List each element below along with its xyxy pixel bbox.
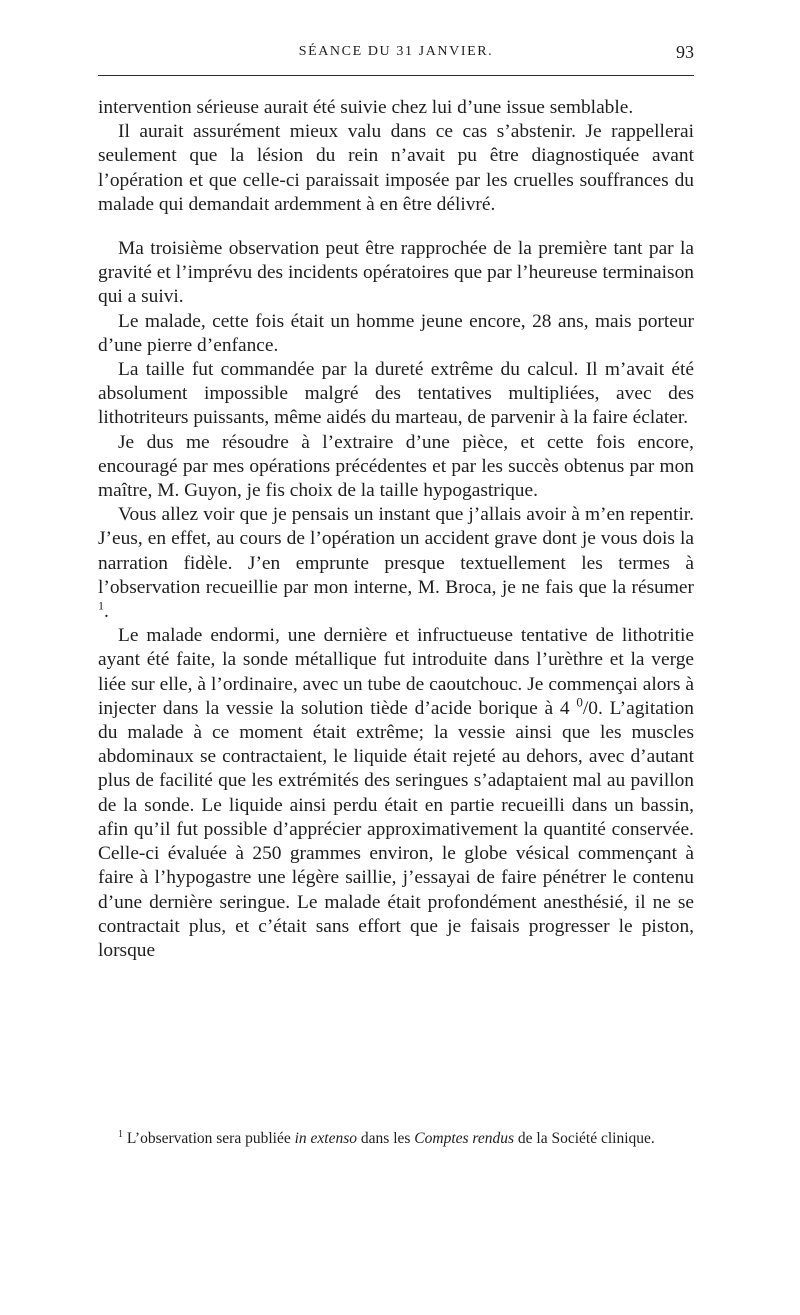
running-head — [98, 44, 694, 68]
footnote-text: dans les — [357, 1130, 415, 1147]
footnote-italic: Comptes rendus — [414, 1130, 515, 1147]
paragraph: Le malade, cette fois était un homme jeune encore, 28 ans, mais porteur d’une pierre d’enfance. — [98, 310, 694, 356]
running-title: SÉANCE DU 31 JANVIER. — [298, 44, 494, 59]
footnote-italic: in extenso — [294, 1130, 358, 1147]
footnote-mark: 1 — [118, 1128, 123, 1140]
paragraph: Il aurait assurément mieux valu dans ce cas s’abstenir. Je rappellerai seulement que la lésion du rein n’avait pu être diagnostiquée avant l’opération et que celle-ci paraissait imposée par les cruelles souffrances du malade qui demandait ardemment à en être délivré. — [98, 121, 694, 215]
footnote-text: de la Société clinique. — [514, 1130, 655, 1147]
paragraph: intervention sérieuse aurait été suivie chez lui d’une issue semblable. — [98, 97, 634, 118]
paragraph-text: Vous allez voir que je pensais un instant que j’allais avoir à m’en repentir. J’eus, en effet, au cours de l’opération un accident grave dont je vous dois la narration fidèle. J’en emprunte presque textuellement les termes à l’observation recueillie par mon interne, M. Broca, je ne fais que la résumer — [98, 504, 694, 598]
paragraph — [98, 503, 694, 624]
footnote — [98, 1128, 694, 1150]
footnote-reference: 1 — [98, 598, 104, 613]
paragraph: Ma troisième observation peut être rapprochée de la première tant par la gravité et l’imprévu des incidents opératoires que par l’heureuse terminaison qui a suivi. — [98, 238, 694, 308]
paragraph-text: Le malade endormi, une dernière et infructueuse tentative de lithotritie ayant été faite, la sonde métallique fut introduite dans l’urèthre et la verge liée sur elle, à l’ordinaire, avec un tube de caoutchouc. Je commençai alors à injecter dans la vessie la solution tiède d’acide borique à 4 — [98, 625, 694, 719]
paragraph-text: . — [104, 601, 109, 623]
paragraph: Je dus me résoudre à l’extraire d’une pièce, et cette fois encore, encouragé par mes opérations précédentes et par les succès obtenus par mon maître, M. Guyon, je fis choix de la taille hypogastrique. — [98, 431, 694, 502]
superscript-zero: 0 — [576, 694, 583, 710]
paragraph — [98, 624, 694, 963]
slash: / — [582, 697, 589, 719]
footnote-text: L’observation sera publiée — [126, 1130, 295, 1147]
paragraph-text: . L’agitation du malade à ce moment était extrême; la vessie ainsi que les muscles abdominaux se contractaient, le liquide était rejeté au dehors, avec d’autant plus de facilité que les extrémités des seringues s’adaptaient mal au pavillon de la sonde. Le liquide ainsi perdu était en partie recueilli dans un bassin, afin qu’il fut possible d’apprécier approximativement la quantité conservée. Celle-ci évaluée à 250 grammes environ, le globe vésical commençant à faire à l’hypogastre une légère saillie, j’essayai de faire pénétrer le contenu d’une dernière seringue. Le malade était profondément anesthésié, il ne se contractait plus, et c’était sans effort que je faisais progresser le piston, lorsque — [98, 697, 694, 961]
page-number: 93 — [676, 42, 694, 62]
paragraph: La taille fut commandée par la dureté extrême du calcul. Il m’avait été absolument impossible malgré des tentatives multipliées, avec des lithotriteurs puissants, même aidés du marteau, de parvenir à la faire éclater. — [98, 359, 694, 429]
subscript-zero: 0 — [588, 697, 598, 719]
body-text — [98, 96, 694, 963]
header-rule — [98, 75, 694, 76]
